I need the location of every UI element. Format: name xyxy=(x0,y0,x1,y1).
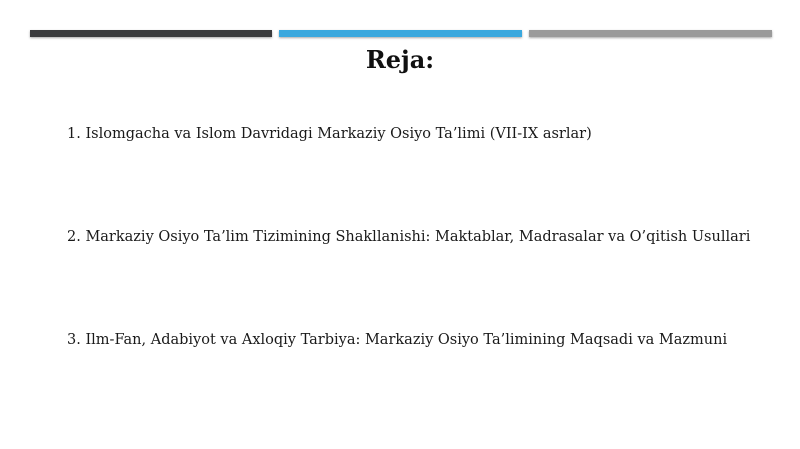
agenda-item-3: 3. Ilm-Fan, Adabiyot va Axloqiy Tarbiya: Markaziy Osiyo Ta’limining Maqsadi va Mazmuni xyxy=(67,332,728,348)
agenda-item-2: 2. Markaziy Osiyo Ta’lim Tizimining Shakllanishi: Maktablar, Madrasalar va O’qitish Usullari xyxy=(67,229,751,245)
accent-bar-gray xyxy=(529,30,772,37)
accent-bar-dark xyxy=(30,30,272,37)
slide-title: Reja: xyxy=(365,45,435,74)
agenda-item-1: 1. Islomgacha va Islom Davridagi Markaziy Osiyo Ta’limi (VII-IX asrlar) xyxy=(67,126,592,142)
header-accent-bars xyxy=(30,30,772,38)
accent-bar-blue xyxy=(279,30,522,37)
